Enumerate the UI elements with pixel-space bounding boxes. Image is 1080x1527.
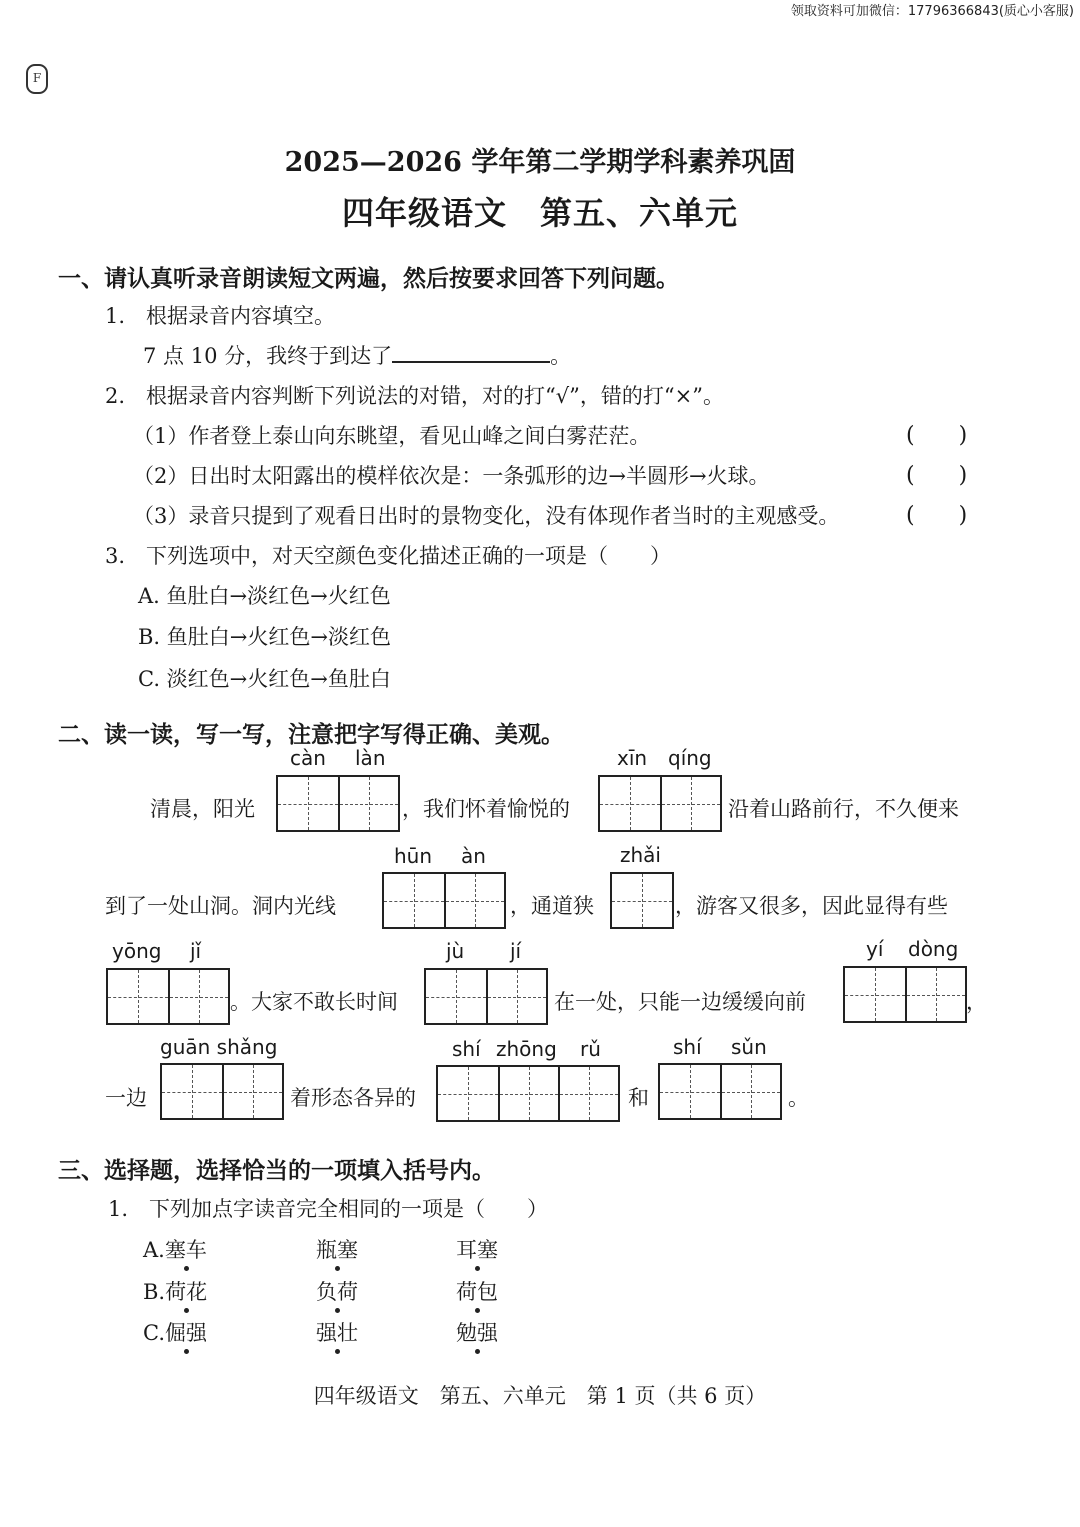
answer-bracket[interactable]: ( ) (906, 423, 968, 448)
pinyin: jù (446, 939, 465, 963)
passage-text: ，游客又很多，因此显得有些 (675, 894, 948, 918)
pinyin: yí (866, 937, 884, 961)
option-word-text: 强壮 (316, 1317, 358, 1347)
passage-text: 。 (788, 1086, 809, 1110)
exam-title-line2: 四年级语文 第五、六单元 (341, 194, 738, 232)
passage-text: ，我们怀着愉悦的 (402, 797, 570, 821)
s1-q2-item3: （3）录音只提到了观看日出时的景物变化，没有体现作者当时的主观感受。 (133, 504, 840, 528)
option-letter: C. (143, 1321, 165, 1345)
pinyin: jí (510, 939, 522, 963)
section3-title: 三、选择题，选择恰当的一项填入括号内。 (58, 1157, 495, 1184)
writing-grid[interactable] (436, 1065, 620, 1122)
s1-q1-end: 。 (550, 344, 572, 368)
page-footer: 四年级语文 第五、六单元 第 1 页（共 6 页） (313, 1384, 767, 1408)
passage-text: 和 (628, 1086, 649, 1110)
option-word-text: 勉强 (456, 1317, 498, 1347)
option-word (316, 1234, 358, 1264)
pinyin: yōng (112, 939, 162, 963)
s3-q1-label: 1. 下列加点字读音完全相同的一项是（ ） (108, 1197, 549, 1221)
s3-option-a (143, 1234, 207, 1264)
option-letter: B. (143, 1280, 166, 1304)
s1-q3-option-b: B. 鱼肚白→火红色→淡红色 (138, 625, 391, 649)
writing-grid[interactable] (598, 775, 722, 832)
s1-q2-item1: （1）作者登上泰山向东眺望，看见山峰之间白雾茫茫。 (133, 424, 651, 448)
pinyin: àn (461, 844, 486, 868)
answer-bracket[interactable]: ( ) (906, 463, 968, 488)
s1-q2-item2: （2）日出时太阳露出的模样依次是：一条弧形的边→半圆形→火球。 (133, 464, 770, 488)
s1-q2-label: 2. 根据录音内容判断下列说法的对错，对的打“√”，错的打“×”。 (105, 384, 724, 408)
pinyin: làn (355, 746, 386, 770)
writing-grid[interactable] (610, 872, 674, 929)
passage-text: 沿着山路前行，不久便来 (728, 797, 959, 821)
pinyin: guān shǎng (160, 1035, 278, 1059)
passage-text: 着形态各异的 (290, 1086, 416, 1110)
passage-text: 一边 (105, 1086, 147, 1110)
pinyin: xīn (617, 746, 648, 770)
option-word (456, 1234, 498, 1264)
passage-text: ， (966, 990, 987, 1014)
option-word-text: 荷包 (456, 1276, 498, 1306)
passage-text: 到了一处山洞。洞内光线 (105, 894, 336, 918)
writing-grid[interactable] (424, 968, 548, 1025)
pinyin: sǔn (731, 1035, 767, 1059)
s1-q1-fill (143, 340, 571, 370)
option-word (456, 1276, 498, 1306)
pinyin: càn (290, 746, 326, 770)
watermark: 领取资料可加微信：17796366843(质心小客服) (790, 4, 1074, 19)
pinyin: zhōng (496, 1037, 557, 1061)
option-word (456, 1317, 498, 1347)
section1-title: 一、请认真听录音朗读短文两遍，然后按要求回答下列问题。 (58, 265, 679, 292)
pinyin: qíng (668, 746, 712, 770)
s3-option-c (143, 1317, 207, 1347)
pinyin: hūn (394, 844, 433, 868)
writing-grid[interactable] (658, 1063, 782, 1120)
pinyin: rǔ (580, 1037, 601, 1061)
option-word-text: 瓶塞 (316, 1234, 358, 1264)
passage-text: ，通道狭 (510, 894, 594, 918)
option-letter: A. (143, 1238, 165, 1262)
writing-grid[interactable] (160, 1063, 284, 1120)
option-word-text: 负荷 (316, 1276, 358, 1306)
pinyin: jǐ (190, 939, 202, 963)
pinyin: dòng (908, 937, 959, 961)
answer-blank[interactable] (392, 341, 550, 363)
s1-q3-option-c: C. 淡红色→火红色→鱼肚白 (138, 667, 391, 691)
exam-title-line1: 2025—2026 学年第二学期学科素养巩固 (284, 147, 796, 178)
passage-text: 在一处，只能一边缓缓向前 (554, 990, 806, 1014)
option-word: 倔强 (165, 1317, 207, 1347)
passage-text: 。大家不敢长时间 (230, 990, 398, 1014)
option-word (316, 1276, 358, 1306)
pinyin: shí (673, 1035, 702, 1059)
corner-mark: F (26, 64, 48, 94)
s1-q1-prompt: 7 点 10 分，我终于到达了 (143, 344, 393, 368)
option-word: 荷花 (165, 1276, 207, 1306)
option-word-text: 耳塞 (456, 1234, 498, 1264)
section2-title: 二、读一读，写一写，注意把字写得正确、美观。 (58, 721, 564, 748)
option-word: 塞车 (165, 1234, 207, 1264)
s1-q1-label: 1. 根据录音内容填空。 (105, 304, 336, 328)
writing-grid[interactable] (276, 775, 400, 832)
s1-q3-option-a: A. 鱼肚白→淡红色→火红色 (138, 584, 391, 608)
writing-grid[interactable] (106, 968, 230, 1025)
passage-text: 清晨，阳光 (150, 797, 255, 821)
pinyin: zhǎi (620, 843, 661, 867)
s3-option-b (143, 1276, 207, 1306)
writing-grid[interactable] (843, 966, 967, 1023)
s1-q3-label: 3. 下列选项中，对天空颜色变化描述正确的一项是（ ） (105, 544, 672, 568)
writing-grid[interactable] (382, 872, 506, 929)
answer-bracket[interactable]: ( ) (906, 503, 968, 528)
option-word (316, 1317, 358, 1347)
pinyin: shí (452, 1037, 481, 1061)
